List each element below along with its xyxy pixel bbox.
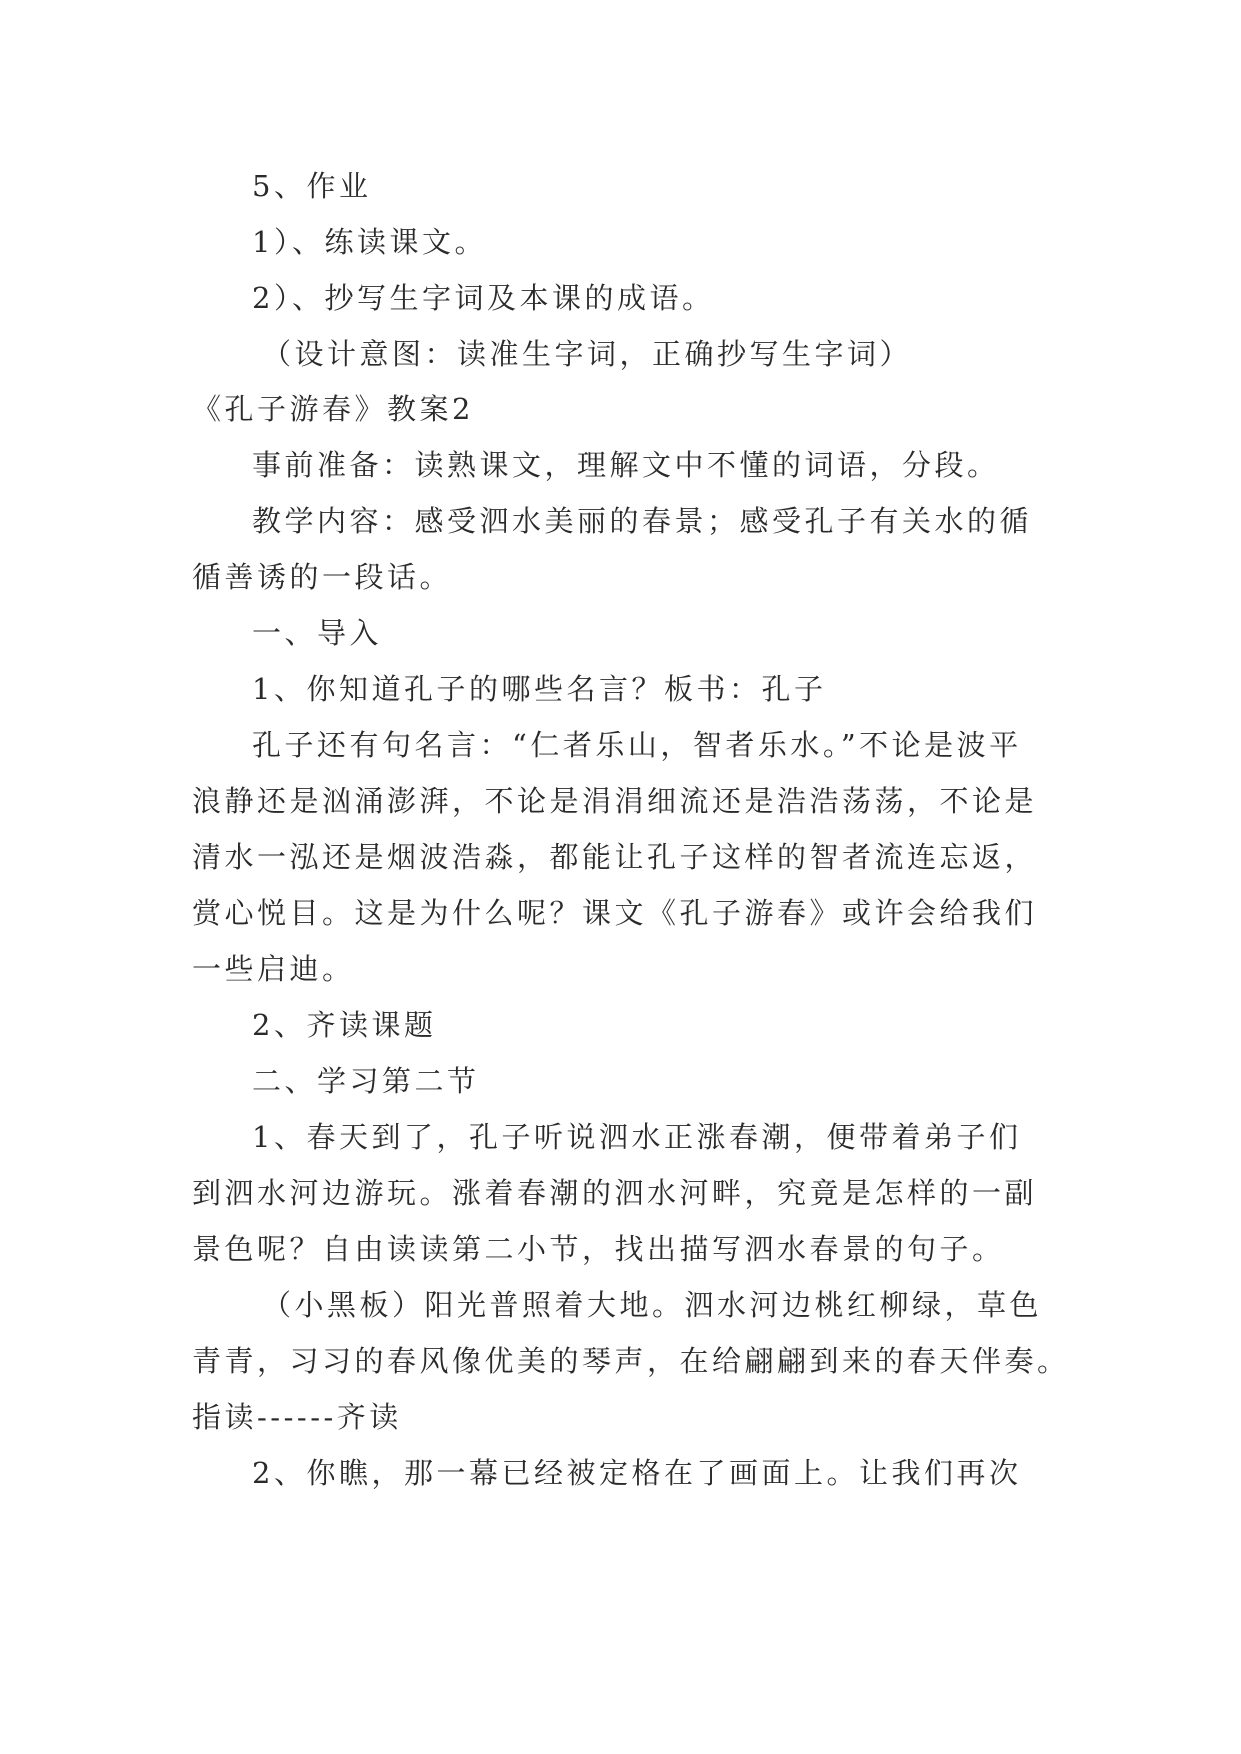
text-line: 一些启迪。 — [192, 952, 355, 986]
text-line: 教学内容：感受泗水美丽的春景；感受孔子有关水的循 — [252, 504, 1033, 538]
text-line: 赏心悦目。这是为什么呢？课文《孔子游春》或许会给我们 — [192, 896, 1038, 930]
text-line: 事前准备：读熟课文，理解文中不懂的词语，分段。 — [252, 448, 1000, 482]
text-line: 浪静还是汹涌澎湃，不论是涓涓细流还是浩浩荡荡，不论是 — [192, 784, 1038, 818]
text-line: 5、作业 — [252, 169, 372, 203]
text-line: 到泗水河边游玩。涨着春潮的泗水河畔，究竟是怎样的一副 — [192, 1176, 1038, 1210]
text-line: 孔子还有句名言：“仁者乐山，智者乐水。”不论是波平 — [252, 728, 1022, 762]
text-line: 青青，习习的春风像优美的琴声，在给翩翩到来的春天伴奏。 — [192, 1344, 1070, 1378]
text-line: 清水一泓还是烟波浩淼，都能让孔子这样的智者流连忘返， — [192, 840, 1038, 874]
text-line: （小黑板）阳光普照着大地。泗水河边桃红柳绿，草色 — [262, 1288, 1043, 1322]
text-line: 1、你知道孔子的哪些名言？板书：孔子 — [252, 672, 827, 706]
text-line: 一、导入 — [252, 616, 383, 650]
text-line: 循善诱的一段话。 — [192, 560, 453, 594]
text-line: 指读------齐读 — [192, 1400, 402, 1434]
section-heading: 《孔子游春》教案2 — [192, 392, 474, 426]
text-line: 二、学习第二节 — [252, 1064, 480, 1098]
text-line: 2、你瞧，那一幕已经被定格在了画面上。让我们再次 — [252, 1456, 1022, 1490]
text-line: 1、春天到了，孔子听说泗水正涨春潮，便带着弟子们 — [252, 1120, 1022, 1154]
text-line: 1）、练读课文。 — [252, 225, 487, 259]
text-line: 2、齐读课题 — [252, 1008, 437, 1042]
text-line: 2）、抄写生字词及本课的成语。 — [252, 281, 715, 315]
text-line: 景色呢？自由读读第二小节，找出描写泗水春景的句子。 — [192, 1232, 1005, 1266]
text-line: （设计意图：读准生字词，正确抄写生字词） — [262, 337, 913, 371]
